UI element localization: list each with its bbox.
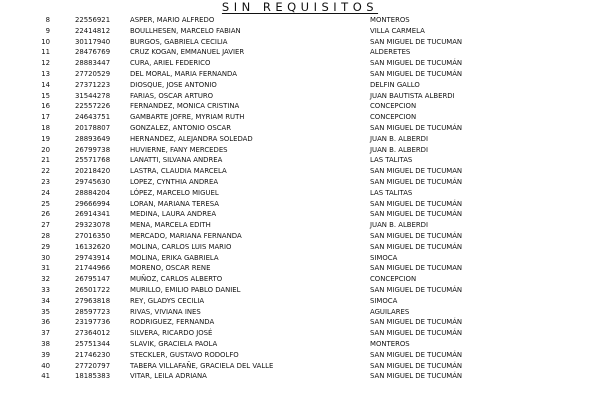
person-name: SLAVIK, GRACIELA PAOLA xyxy=(130,339,218,348)
row-number: 24 xyxy=(41,188,50,197)
document-number: 28893649 xyxy=(75,134,111,143)
table-row xyxy=(0,253,600,264)
person-name: MERCADO, MARIANA FERNANDA xyxy=(130,231,242,240)
row-number: 21 xyxy=(41,156,50,165)
table-row xyxy=(0,112,600,123)
person-name: RODRIGUEZ, FERNANDA xyxy=(130,318,215,327)
person-name: BOULLHESEN, MARCELO FABIAN xyxy=(130,26,241,35)
document-number: 22557226 xyxy=(75,102,111,111)
person-name: LASTRA, CLAUDIA MARCELA xyxy=(130,167,227,176)
document-number: 28597723 xyxy=(75,307,111,316)
row-number: 28 xyxy=(41,231,50,240)
locality: SAN MIGUEL DE TUCUMAN xyxy=(370,264,463,273)
table-row xyxy=(0,91,600,102)
row-number: 37 xyxy=(41,329,50,338)
locality: JUAN B. ALBERDI xyxy=(370,145,429,154)
locality: LAS TALITAS xyxy=(370,156,413,165)
locality: SIMOCA xyxy=(370,296,398,305)
document-number: 20178807 xyxy=(75,123,111,132)
locality: SAN MIGUEL DE TUCUMÁN xyxy=(370,361,463,370)
row-number: 15 xyxy=(41,91,50,100)
locality: JUAN B. ALBERDI xyxy=(370,134,429,143)
table-row xyxy=(0,361,600,372)
table-row xyxy=(0,339,600,350)
table-row xyxy=(0,188,600,199)
document-number: 26501722 xyxy=(75,285,111,294)
table-row xyxy=(0,328,600,339)
locality: SAN MIGUEL DE TUCUMÁN xyxy=(370,350,463,359)
document-number: 30117940 xyxy=(75,37,111,46)
locality: ALDERETES xyxy=(370,48,411,57)
person-name: RIVAS, VIVIANA INES xyxy=(130,307,201,316)
table-row xyxy=(0,145,600,156)
table-row xyxy=(0,285,600,296)
person-name: MENA, MARCELA EDITH xyxy=(130,221,211,230)
person-name: MOLINA, ERIKA GABRIELA xyxy=(130,253,219,262)
row-number: 9 xyxy=(45,26,50,35)
document-number: 29745630 xyxy=(75,177,111,186)
table-row xyxy=(0,220,600,231)
document-number: 31544278 xyxy=(75,91,111,100)
row-number: 16 xyxy=(41,102,50,111)
document-number: 29743914 xyxy=(75,253,111,262)
person-name: REY, GLADYS CECILIA xyxy=(130,296,205,305)
document-number: 24643751 xyxy=(75,113,111,122)
table-row xyxy=(0,350,600,361)
document-number: 21746230 xyxy=(75,350,111,359)
person-name: ASPER, MARIO ALFREDO xyxy=(130,16,215,24)
document-number: 25751344 xyxy=(75,339,111,348)
row-number: 22 xyxy=(41,167,50,176)
locality: CONCEPCION xyxy=(370,275,417,284)
locality: SAN MIGUEL DE TUCUMÁN xyxy=(370,210,463,219)
document-number: 27371223 xyxy=(75,80,111,89)
locality: SAN MIGUEL DE TUCUMÁN xyxy=(370,231,463,240)
person-name: MORENO, OSCAR RENE xyxy=(130,264,211,273)
document-number: 22414812 xyxy=(75,26,111,35)
document-number: 29666994 xyxy=(75,199,111,208)
locality: LAS TALITAS xyxy=(370,188,413,197)
person-name: MUÑOZ, CARLOS ALBERTO xyxy=(130,275,223,284)
table-row xyxy=(0,199,600,210)
locality: VILLA CARMELA xyxy=(370,26,425,35)
page-title: SIN REQUISITOS xyxy=(221,0,379,14)
locality: MONTEROS xyxy=(370,16,410,24)
locality: SAN MIGUEL DE TUCUMÁN xyxy=(370,372,463,381)
document-number: 26799738 xyxy=(75,145,111,154)
person-name: SILVERA, RICARDO JOSÉ xyxy=(130,329,213,338)
locality: CONCEPCION xyxy=(370,113,417,122)
person-name: TABERA VILLAFAÑE, GRACIELA DEL VALLE xyxy=(130,361,274,370)
row-number: 11 xyxy=(41,48,50,57)
locality: SAN MIGUEL DE TUCUMAN xyxy=(370,167,463,176)
table-row xyxy=(0,134,600,145)
document-number: 23197736 xyxy=(75,318,111,327)
table-row xyxy=(0,296,600,307)
locality: SAN MIGUEL DE TUCUMÁN xyxy=(370,242,463,251)
listing-table xyxy=(0,15,600,382)
locality: SAN MIGUEL DE TUCUMÁN xyxy=(370,177,463,186)
document-number: 21744966 xyxy=(75,264,111,273)
locality: SIMOCA xyxy=(370,253,398,262)
table-row xyxy=(0,58,600,69)
table-row xyxy=(0,101,600,112)
row-number: 17 xyxy=(41,113,50,122)
row-number: 41 xyxy=(41,372,50,381)
row-number: 39 xyxy=(41,350,50,359)
row-number: 8 xyxy=(45,16,50,24)
row-number: 20 xyxy=(41,145,50,154)
locality: JUAN B. ALBERDI xyxy=(370,221,429,230)
row-number: 30 xyxy=(41,253,50,262)
person-name: LANATTI, SILVANA ANDREA xyxy=(130,156,223,165)
table-row xyxy=(0,47,600,58)
document-number: 27720529 xyxy=(75,69,111,78)
row-number: 12 xyxy=(41,59,50,68)
table-row xyxy=(0,37,600,48)
person-name: MURILLO, EMILIO PABLO DANIEL xyxy=(130,285,241,294)
document-number: 20218420 xyxy=(75,167,111,176)
table-row xyxy=(0,177,600,188)
person-name: CRUZ KOGAN, EMMANUEL JAVIER xyxy=(130,48,245,57)
document-number: 22556921 xyxy=(75,16,111,24)
row-number: 27 xyxy=(41,221,50,230)
row-number: 31 xyxy=(41,264,50,273)
table-row xyxy=(0,209,600,220)
person-name: DEL MORAL, MARIA FERNANDA xyxy=(130,69,237,78)
document-number: 28476769 xyxy=(75,48,111,57)
locality: SAN MIGUEL DE TUCUMÁN xyxy=(370,318,463,327)
table-row xyxy=(0,15,600,26)
row-number: 36 xyxy=(41,318,50,327)
document-number: 28884204 xyxy=(75,188,111,197)
locality: SAN MIGUEL DE TUCUMÁN xyxy=(370,123,463,132)
locality: JUAN BAUTISTA ALBERDI xyxy=(370,91,455,100)
person-name: LOPEZ, CYNTHIA ANDREA xyxy=(130,177,219,186)
table-row xyxy=(0,263,600,274)
locality: SAN MIGUEL DE TUCUMÁN xyxy=(370,285,463,294)
table-row xyxy=(0,123,600,134)
table-row xyxy=(0,274,600,285)
row-number: 33 xyxy=(41,285,50,294)
table-row xyxy=(0,69,600,80)
document-number: 29323078 xyxy=(75,221,111,230)
person-name: LORAN, MARIANA TERESA xyxy=(130,199,219,208)
locality: SAN MIGUEL DE TUCUMAN xyxy=(370,37,463,46)
document-number: 18185383 xyxy=(75,372,111,381)
person-name: GAMBARTE JOFRE, MYRIAM RUTH xyxy=(130,113,245,122)
locality: DELFIN GALLO xyxy=(370,80,420,89)
document-number: 27364012 xyxy=(75,329,111,338)
person-name: HUVIERNE, FANY MERCEDES xyxy=(130,145,228,154)
locality: SAN MIGUEL DE TUCUMÁN xyxy=(370,69,463,78)
row-number: 14 xyxy=(41,80,50,89)
row-number: 29 xyxy=(41,242,50,251)
person-name: MOLINA, CARLOS LUIS MARIO xyxy=(130,242,232,251)
locality: AGUILARES xyxy=(370,307,410,316)
document-number: 26914341 xyxy=(75,210,111,219)
row-number: 18 xyxy=(41,123,50,132)
table-row xyxy=(0,231,600,242)
row-number: 32 xyxy=(41,275,50,284)
locality: SAN MIGUEL DE TUCUMÁN xyxy=(370,59,463,68)
person-name: CURA, ARIEL FEDERICO xyxy=(130,59,211,68)
row-number: 38 xyxy=(41,339,50,348)
person-name: FERNANDEZ, MONICA CRISTINA xyxy=(130,102,240,111)
row-number: 40 xyxy=(41,361,50,370)
row-number: 35 xyxy=(41,307,50,316)
row-number: 23 xyxy=(41,177,50,186)
document-number: 27016350 xyxy=(75,231,111,240)
row-number: 26 xyxy=(41,210,50,219)
document-number: 28883447 xyxy=(75,59,111,68)
table-row xyxy=(0,155,600,166)
row-number: 25 xyxy=(41,199,50,208)
document-number: 25571768 xyxy=(75,156,111,165)
table-row xyxy=(0,26,600,37)
person-name: GONZALEZ, ANTONIO OSCAR xyxy=(130,123,232,132)
row-number: 34 xyxy=(41,296,50,305)
person-name: VITAR, LEILA ADRIANA xyxy=(130,372,207,381)
document-number: 26795147 xyxy=(75,275,111,284)
document-number: 27720797 xyxy=(75,361,111,370)
table-row xyxy=(0,80,600,91)
row-number: 19 xyxy=(41,134,50,143)
person-name: BURGOS, GABRIELA CECILIA xyxy=(130,37,228,46)
person-name: DIOSQUE, JOSE ANTONIO xyxy=(130,80,217,89)
row-number: 10 xyxy=(41,37,50,46)
document-number: 16132620 xyxy=(75,242,111,251)
locality: SAN MIGUEL DE TUCUMÁN xyxy=(370,329,463,338)
locality: SAN MIGUEL DE TUCUMÁN xyxy=(370,199,463,208)
table-row xyxy=(0,242,600,253)
table-row xyxy=(0,166,600,177)
table-row xyxy=(0,307,600,318)
table-row xyxy=(0,371,600,382)
person-name: LÓPEZ, MARCELO MIGUEL xyxy=(130,188,219,197)
person-name: STECKLER, GUSTAVO RODOLFO xyxy=(130,350,239,359)
table-row xyxy=(0,317,600,328)
locality: CONCEPCION xyxy=(370,102,417,111)
person-name: MEDINA, LAURA ANDREA xyxy=(130,210,217,219)
locality: MONTEROS xyxy=(370,339,410,348)
person-name: FARIAS, OSCAR ARTURO xyxy=(130,91,214,100)
person-name: HERNANDEZ, ALEJANDRA SOLEDAD xyxy=(130,134,253,143)
row-number: 13 xyxy=(41,69,50,78)
document-number: 27963818 xyxy=(75,296,111,305)
